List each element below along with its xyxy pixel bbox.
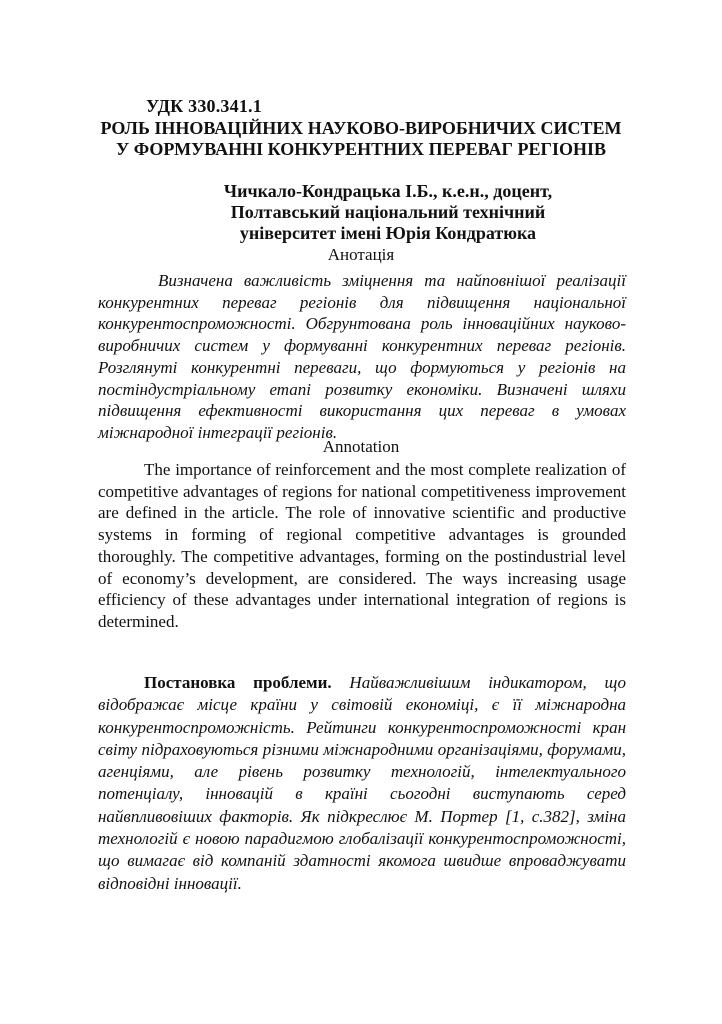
section-lead: Постановка проблеми. [144, 673, 332, 692]
abstract-en-heading: Annotation [322, 437, 400, 456]
author-affiliation-line2: університет імені Юрія Кондратюка [239, 223, 537, 243]
abstract-ua-text: Визначена важливість зміцнення та найповнішої реалізації конкурентних переваг регіонів для підвищення національної конкурентоспроможності. Обгрунтована роль інноваційних науково-виробничих систем у формуванні конкурентних переваг регіонів. Розглянуті конкурентні переваги, що формуються у регіонів на постіндустріальному етапі розвитку економіки. Визначені шляхи підвищення ефективності використання цих переваг в умовах міжнародної інтеграції регіонів. [98, 271, 626, 442]
author-name: Чичкало-Кондрацька І.Б., к.е.н., доцент, [223, 181, 553, 201]
author-block [170, 181, 606, 244]
problem-statement-paragraph [98, 672, 626, 895]
author-affiliation-line1: Полтавський національний технічний [230, 202, 546, 222]
udk-code: УДК 330.341.1 [146, 96, 262, 116]
abstract-en-text: The importance of reinforcement and the most complete realization of competitive advantages of regions for national competitiveness improvement are defined in the article. The role of innovative scientific and productive systems in forming of regional competitive advantages is grounded thoroughly. The competitive advantages, forming on the postindustrial level of economy’s development, are considered. The ways increasing usage efficiency of these advantages under international integration of regions is determined. [98, 460, 626, 631]
section-text: Найважливішим індикатором, що відображає місце країни у світовій економіці, є її міжнародна конкурентоспроможність. Рейтинги конкурентоспроможності кран світу підраховуються різними міжнародними організаціями, форумами, агенціями, але рівень розвитку технологій, інтелектуального потенціалу, інновацій в країні сьогодні виступають серед найвпливовіших факторів. Як підкреслює М. Портер [1, с.382], зміна технологій є новою парадигмою глобалізації конкурентоспроможності, що вимагає від компаній здатності якомога швидше впроваджувати відповідні інновації. [98, 673, 626, 893]
abstract-ua-heading: Анотація [327, 245, 395, 264]
paper-title: РОЛЬ ІННОВАЦІЙНИХ НАУКОВО-ВИРОБНИЧИХ СИСТЕМ У ФОРМУВАННІ КОНКУРЕНТНИХ ПЕРЕВАГ РЕГІОНІВ [100, 118, 622, 159]
